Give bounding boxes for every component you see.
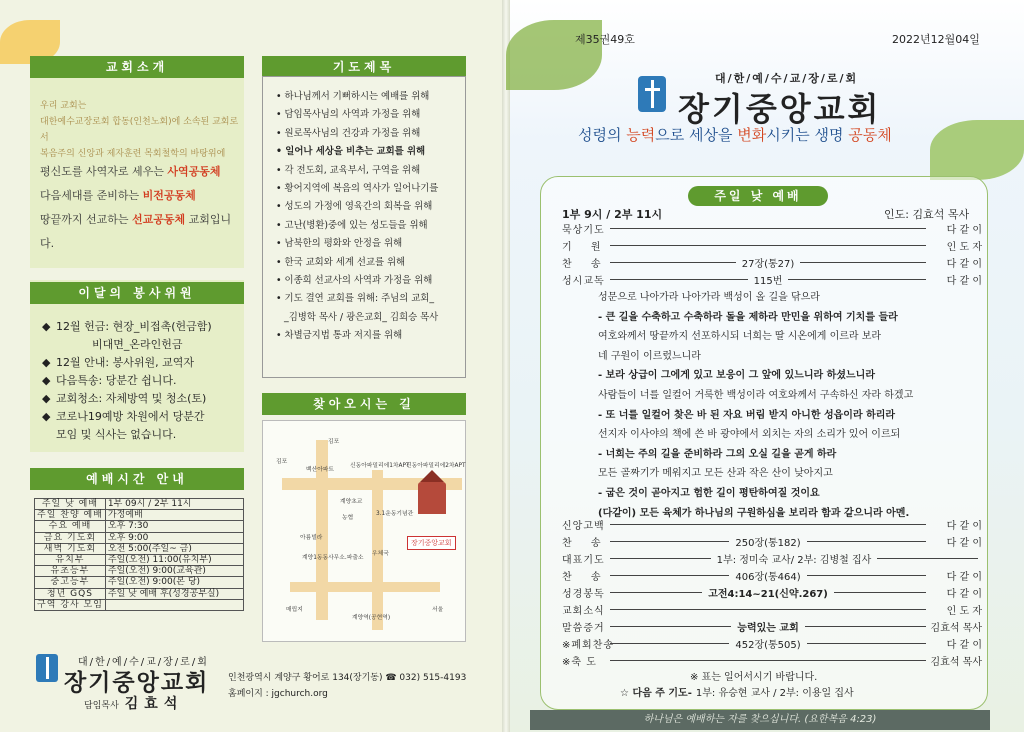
order-item-label: 찬 송 — [562, 537, 609, 549]
table-row: 청년 GQS 주일 낮 예배 후(성경공부실) — [35, 588, 244, 599]
prayer-item: • 차별금지법 통과 저지를 위해 — [276, 330, 403, 342]
order-item-label: 성경봉독 — [562, 588, 605, 600]
leader-line — [610, 541, 729, 542]
order-item-detail: 능력있는 교회 — [737, 622, 799, 634]
intro-line: 대한예수교장로회 합동(인천노회)에 소속된 교회로서 — [40, 117, 239, 143]
order-item-label: 묵상기도 — [562, 224, 605, 236]
church-logo-icon — [638, 76, 666, 112]
map-label: 백산아파트 — [306, 467, 334, 473]
order-item-detail: 250장(통182) — [735, 537, 801, 549]
order-item-label: 말씀증거 — [562, 622, 605, 634]
order-item-detail: 115번 — [753, 275, 783, 287]
order-item — [562, 237, 982, 253]
worship-leader: 인도: 김효석 목사 — [884, 208, 970, 221]
service-item: ◆ 12월 헌금: 현장_비접촉(헌금함) — [42, 320, 212, 333]
prayer-item: • 이종희 선교사의 사역과 가정을 위해 — [276, 275, 433, 287]
leader-line — [610, 245, 926, 246]
leader-line — [807, 541, 926, 542]
order-item-person: 다 같 이 — [946, 639, 983, 651]
leader-line — [807, 575, 926, 576]
order-item-person: 김효석 목사 — [930, 622, 983, 634]
leader-line — [805, 626, 926, 627]
prayer-item: _김병학 목사 / 광은교회_ 김희승 목사 — [284, 311, 439, 323]
schedule-title: 예배시간 안내 — [30, 468, 244, 490]
map-label: 김포 — [276, 459, 288, 465]
order-item-person: 다 같 이 — [946, 588, 982, 600]
map-road — [290, 582, 440, 592]
service-item: ◆ 다음특송: 당분간 쉽니다. — [42, 374, 177, 387]
church-icon — [418, 482, 446, 514]
order-item — [562, 601, 982, 617]
order-item-label: 교회소식 — [562, 605, 605, 617]
intro-statement: 땅끝까지 선교하는 선교공동체 교회입니다. — [40, 213, 232, 250]
leader-line — [807, 643, 926, 644]
intro-line: 우리 교회는 — [40, 101, 87, 111]
responsive-reading-line: 네 구원이 이르렀느니라 — [598, 350, 701, 362]
tree-decoration-right — [930, 120, 1024, 180]
order-item-person: 다 같 이 — [946, 275, 982, 287]
prayer-item: • 기도 결연 교회를 위해: 주님의 교회_ — [276, 293, 435, 305]
service-item: ◆ 12월 안내: 봉사위원, 교역자 — [42, 356, 194, 369]
map-label: 3.1운동기념관 — [376, 511, 414, 517]
page-fold — [502, 0, 510, 732]
prayer-item: • 황어지역에 복음의 역사가 일어나기를 — [276, 183, 439, 195]
order-item-person: 인 도 자 — [946, 605, 982, 617]
order-item — [562, 618, 982, 634]
order-item-person: 다 같 이 — [946, 258, 983, 270]
service-item: 비대면_온라인헌금 — [92, 338, 183, 351]
church-name: 장기중앙교회 — [678, 90, 882, 128]
responsive-reading-line: - 너희는 주의 길을 준비하라 그의 오실 길을 곧게 하라 — [598, 448, 837, 460]
map-label: 우체국 — [372, 551, 389, 557]
order-item-person: 다 같 이 — [946, 537, 983, 549]
order-item-person: 김효석 목사 — [930, 656, 982, 668]
leader-line — [610, 592, 702, 593]
map-church-label: 장기중앙교회 — [407, 536, 456, 550]
map-label: 신동아파밀리에2차APT — [406, 463, 466, 469]
responsive-reading-line: 여호와께서 땅끝까지 선포하시되 너희는 딸 시온에게 이르라 보라 — [598, 331, 882, 343]
motto: 성령의 능력으로 세상을 변화시키는 생명 공동체 — [578, 126, 892, 144]
leader-line — [610, 609, 926, 610]
intro-small-text — [40, 98, 240, 162]
worship-title: 주일 낮 예배 — [688, 186, 828, 206]
map-label: 서울 — [432, 607, 444, 613]
prayer-item: • 성도의 가정에 영육간의 회복을 위해 — [276, 201, 433, 213]
order-item-detail: 452장(통505) — [735, 639, 801, 651]
order-item-label: 성시교독 — [562, 275, 605, 287]
order-item — [562, 652, 982, 668]
order-item — [562, 271, 982, 287]
order-item-label: 찬 송 — [562, 571, 609, 583]
prayer-item: • 하나님께서 기뻐하시는 예배를 위해 — [276, 91, 430, 102]
prayer-item: • 한국 교회와 세계 선교를 위해 — [276, 256, 406, 268]
bottom-verse: 하나님은 예배하는 자를 찾으십니다. (요한복음 4:23) — [530, 710, 990, 730]
order-item — [562, 220, 982, 236]
order-item-person: 다 같 이 — [946, 224, 982, 236]
map-label: 매립지 — [286, 607, 303, 613]
table-row: 구역 강사 모임 — [35, 599, 244, 610]
leader-line — [610, 660, 926, 661]
responsive-reading-line: 모든 골짜기가 메워지고 모든 산과 작은 산이 낮아지고 — [598, 468, 833, 480]
map-label: 아름빌라 — [300, 535, 323, 541]
prayer-title: 기도제목 — [262, 56, 466, 78]
table-row: 수요 예배 오후 7:30 — [35, 521, 244, 532]
prayer-list — [276, 88, 462, 346]
table-row: 금요 기도회 오후 9:00 — [35, 532, 244, 543]
address-block — [228, 670, 466, 702]
table-row: 주일 찬양 예배 가정예배 — [35, 510, 244, 521]
table-row: 유치부 주일(오전) 11:00(유치부) — [35, 554, 244, 565]
map-label: 계양초교 — [340, 499, 363, 505]
table-row: 중고등부 주일(오전) 9:00(본 당) — [35, 577, 244, 588]
leader-line — [610, 643, 729, 644]
prayer-item: • 남북한의 평화와 안정을 위해 — [276, 238, 403, 250]
map-label: 김포 — [328, 439, 340, 445]
prayer-item: • 담임목사님의 사역과 가정을 위해 — [276, 109, 421, 121]
order-item-label: 신앙고백 — [562, 520, 605, 532]
order-item-person: 다 같 이 — [946, 520, 982, 532]
denomination-text: 대/한/예/수/교/장/로/회 — [78, 657, 209, 668]
intro-line: 복음주의 신앙과 제자훈련 목회철학의 바탕위에 — [40, 149, 226, 159]
leader-line — [610, 575, 729, 576]
church-logo-icon — [36, 654, 58, 682]
leader-line — [834, 592, 926, 593]
order-item-label: ※축 도 — [562, 656, 597, 668]
table-row: 새벽 기도회 오전 5:00(주일~ 금) — [35, 543, 244, 554]
responsive-reading-line: 선지자 이사야의 책에 쓴 바 광야에서 외치는 자의 소리가 있어 이르되 — [598, 429, 901, 441]
service-item: ◆ 코로나19예방 차원에서 당분간 — [42, 410, 205, 423]
table-row: 주일 낮 예배 1부 09시 / 2부 11시 — [35, 499, 244, 510]
order-item-person: 인 도 자 — [946, 241, 982, 253]
leader-line — [610, 262, 736, 263]
map-label: 신동아파밀리에1차APT — [350, 463, 410, 469]
schedule-table — [34, 498, 244, 611]
order-item — [562, 533, 982, 549]
intro-statement: 다음세대를 준비하는 비전공동체 — [40, 189, 196, 202]
intro-title: 교회소개 — [30, 56, 244, 78]
leader-line — [610, 524, 926, 525]
leader-line — [800, 262, 926, 263]
leader-line — [610, 228, 926, 229]
intro-statements — [40, 160, 240, 256]
responsive-reading-line: 성문으로 나아가라 나아가라 백성이 올 길을 닦으라 — [598, 292, 820, 303]
map-label: 계양1동동사무소.파출소 — [302, 555, 364, 561]
order-item-label: ※폐회찬송 — [562, 639, 615, 651]
issue-number: 제35권49호 — [575, 33, 635, 46]
order-item — [562, 550, 982, 566]
responsive-reading-line: - 굽은 것이 곧아지고 험한 길이 평탄하여질 것이요 — [598, 488, 820, 499]
order-item — [562, 635, 982, 651]
homepage: 홈페이지 : jgchurch.org — [228, 689, 328, 699]
responsive-reading-line: - 큰 길을 수축하고 수축하라 돌을 제하라 만민을 위하여 기치를 들라 — [598, 311, 898, 323]
service-list — [42, 318, 242, 444]
prayer-item: • 원로목사님의 건강과 가정을 위해 — [276, 127, 421, 139]
leader-line — [610, 279, 748, 280]
order-item — [562, 516, 982, 532]
worship-time: 1부 9시 / 2부 11시 — [562, 208, 663, 221]
map-label: 농협 — [342, 515, 354, 521]
prayer-item: • 고난(병환)중에 있는 성도들을 위해 — [276, 219, 428, 231]
directions-title: 찾아오시는 길 — [262, 393, 466, 415]
responsive-reading-line: - 보라 상급이 그에게 있고 보응이 그 앞에 있느니라 하셨느니라 — [598, 370, 875, 382]
order-item — [562, 254, 982, 270]
order-item-label: 기 원 — [562, 241, 609, 253]
order-item-detail: 406장(통464) — [735, 571, 801, 583]
standing-note: ※ 표는 일어서시기 바랍니다. — [690, 672, 818, 683]
order-item-label: 대표기도 — [562, 554, 605, 566]
prayer-item: • 각 전도회, 교육부서, 구역을 위해 — [276, 164, 421, 176]
order-item — [562, 567, 982, 583]
responsive-reading-line: (다같이) 모든 육체가 하나님의 구원하심을 보리라 함과 같으니라 아멘. — [598, 507, 910, 519]
address: 인천광역시 계양구 황어로 134(장기동) ☎ 032) 515-4193 — [228, 673, 467, 683]
map-label: 계양역(공현역) — [352, 615, 391, 621]
next-week-prayer: ☆ 다음 주 기도- 1부: 유승현 교사 / 2부: 이용일 집사 — [620, 688, 854, 699]
order-item-label: 찬 송 — [562, 258, 609, 270]
pastor-info: 담임목사 김효석 — [84, 696, 184, 712]
service-item: ◆ 교회청소: 자체방역 및 청소(토) — [42, 392, 207, 405]
order-item — [562, 584, 982, 600]
responsive-reading-line: 사람들이 너를 일컬어 거룩한 백성이라 여호와께서 구속하신 자라 하겠고 — [598, 390, 914, 401]
table-row: 유초등부 주일(오전) 9:00(교육관) — [35, 566, 244, 577]
service-title: 이달의 봉사위원 — [30, 282, 244, 304]
responsive-reading-line: - 또 너를 일컬어 찾은 바 된 자요 버림 받지 아니한 성읍이라 하리라 — [598, 409, 896, 421]
intro-statement: 평신도를 사역자로 세우는 사역공동체 — [40, 165, 221, 178]
prayer-item: • 일어나 세상을 비추는 교회를 위해 — [276, 146, 426, 158]
order-item-person: 다 같 이 — [946, 571, 983, 583]
denomination-text: 대/한/예/수/교/장/로/회 — [715, 72, 859, 85]
leader-line — [788, 279, 926, 280]
leader-line — [877, 558, 978, 559]
issue-date: 2022년12월04일 — [892, 33, 980, 46]
leader-line — [610, 558, 711, 559]
service-item: 모임 및 식사는 없습니다. — [56, 428, 177, 441]
church-name: 장기중앙교회 — [64, 670, 210, 696]
order-item-detail: 고전4:14~21(신약.267) — [708, 588, 828, 600]
order-item-detail: 27장(통27) — [741, 258, 795, 270]
leader-line — [610, 626, 731, 627]
order-item-detail: 1부: 정미숙 교사/ 2부: 김병철 집사 — [716, 554, 872, 566]
